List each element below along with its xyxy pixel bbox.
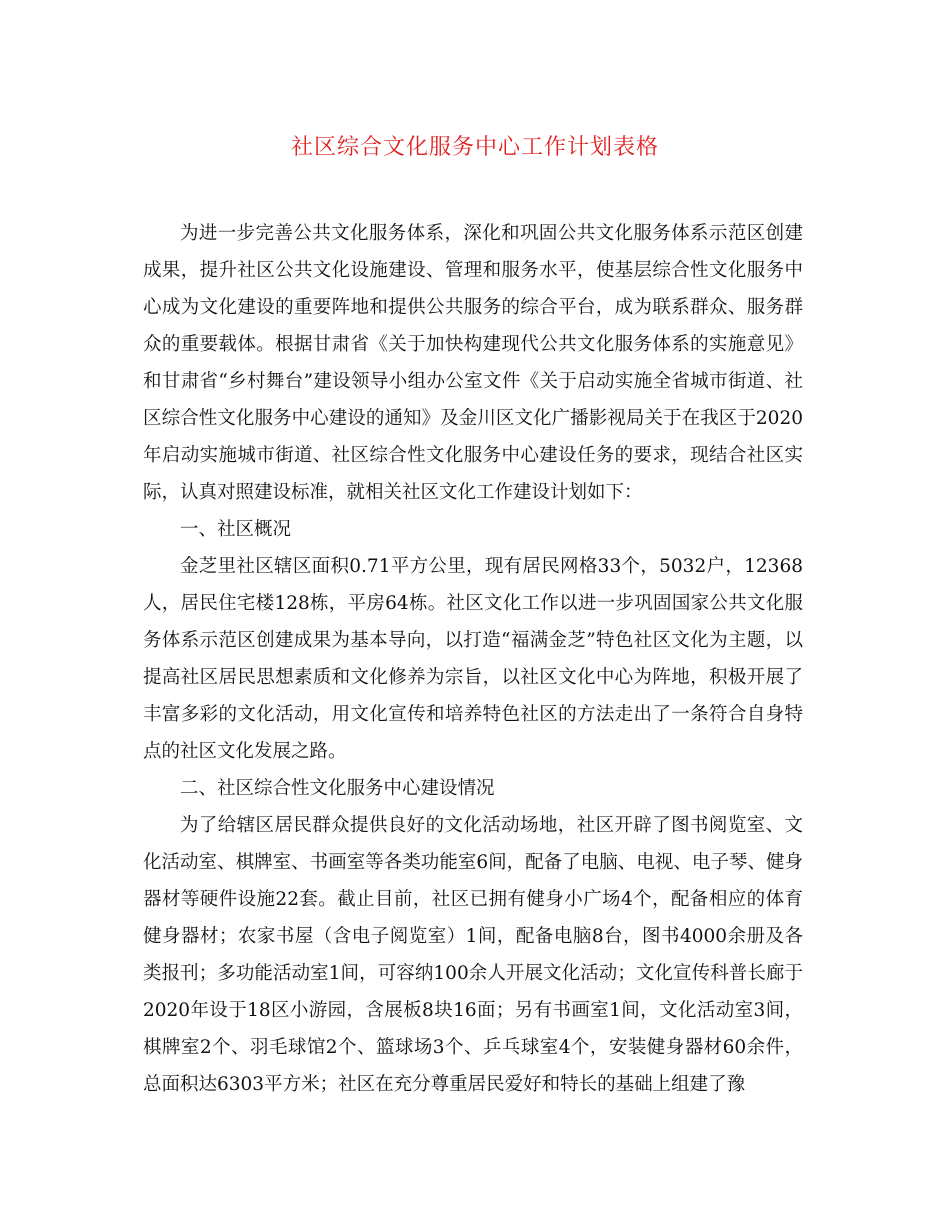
section-heading-overview: 一、社区概况	[180, 519, 292, 540]
section-heading-construction: 二、社区综合性文化服务中心建设情况	[180, 778, 495, 799]
document-body	[143, 215, 803, 1103]
intro-paragraph: 为进一步完善公共文化服务体系，深化和巩固公共文化服务体系示范区创建成果，提升社区公共文化设施建设、管理和服务水平，使基层综合性文化服务中心成为文化建设的重要阵地和提供公共服务的综合平台，成为联系群众、服务群众的重要载体。根据甘肃省《关于加快构建现代公共文化服务体系的实施意见》和甘肃省“乡村舞台”建设领导小组办公室文件《关于启动实施全省城市街道、社区综合性文化服务中心建设的通知》及金川区文化广播影视局关于在我区于2020年启动实施城市街道、社区综合性文化服务中心建设任务的要求，现结合社区实际，认真对照建设标准，就相关社区文化工作建设计划如下：	[143, 223, 803, 503]
document-title: 社区综合文化服务中心工作计划表格	[290, 135, 659, 160]
construction-paragraph: 为了给辖区居民群众提供良好的文化活动场地，社区开辟了图书阅览室、文化活动室、棋牌室、书画室等各类功能室6间，配备了电脑、电视、电子琴、健身器材等硬件设施22套。截止目前，社区已拥有健身小广场4个，配备相应的体育健身器材；农家书屋（含电子阅览室）1间，配备电脑8台，图书4000余册及各类报刊；多功能活动室1间，可容纳100余人开展文化活动；文化宣传科普长廊于2020年设于18区小游园，含展板8块16面；另有书画室1间，文化活动室3间，棋牌室2个、羽毛球馆2个、篮球场3个、乒乓球室4个，安装健身器材60余件，总面积达6303平方米；社区在充分尊重居民爱好和特长的基础上组建了豫	[143, 815, 803, 1095]
overview-paragraph: 金芝里社区辖区面积0.71平方公里，现有居民网格33个，5032户，12368人，居民住宅楼128栋，平房64栋。社区文化工作以进一步巩固国家公共文化服务体系示范区创建成果为基本导向，以打造“福满金芝”特色社区文化为主题，以提高社区居民思想素质和文化修养为宗旨，以社区文化中心为阵地，积极开展了丰富多彩的文化活动，用文化宣传和培养特色社区的方法走出了一条符合自身特点的社区文化发展之路。	[143, 556, 803, 762]
